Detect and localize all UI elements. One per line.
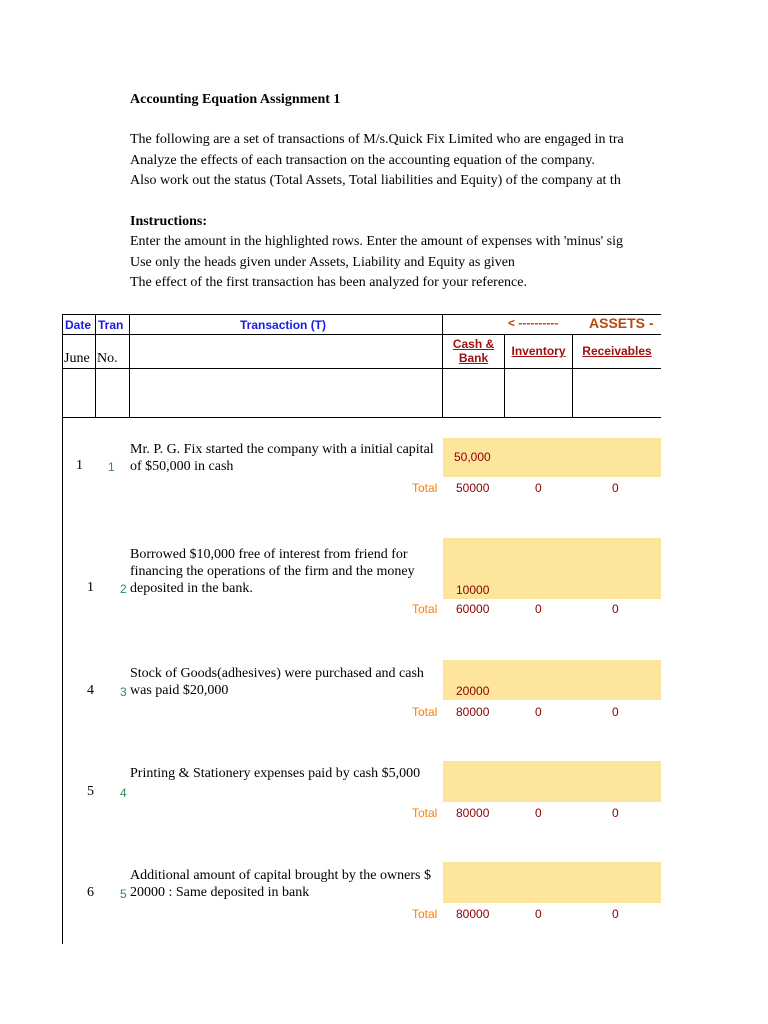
instructions-heading: Instructions: bbox=[130, 214, 208, 229]
tx3-description: Stock of Goods(adhesives) were purchased and cash was paid $20,000 bbox=[130, 666, 424, 698]
tx2-description: Borrowed $10,000 free of interest from friend for financing the operations of the firm and the money deposited in the bank. bbox=[130, 547, 415, 596]
header-cash-bank-line1: Cash & bbox=[452, 337, 495, 351]
tx1-date: 1 bbox=[76, 458, 83, 473]
tx5-description: Additional amount of capital brought by the owners $ 20000 : Same deposited in bank bbox=[130, 868, 431, 900]
tx3-total-inventory: 0 bbox=[535, 705, 542, 719]
header-cash-bank bbox=[443, 337, 504, 365]
tx1-total-receivables: 0 bbox=[612, 481, 619, 495]
tx4-total-receivables: 0 bbox=[612, 806, 619, 820]
tx2-total-inventory: 0 bbox=[535, 602, 542, 616]
header-no: No. bbox=[97, 351, 118, 366]
tx1-total-label: Total bbox=[412, 481, 438, 495]
tx2-total-label: Total bbox=[412, 602, 438, 616]
tx2-no: 2 bbox=[120, 582, 127, 596]
grid-line bbox=[442, 314, 443, 418]
tx4-total-inventory: 0 bbox=[535, 806, 542, 820]
tx5-entry-row[interactable] bbox=[443, 862, 661, 903]
header-transaction: Transaction (T) bbox=[240, 318, 327, 332]
assets-banner: ASSETS - bbox=[589, 315, 654, 331]
tx1-no: 1 bbox=[108, 460, 115, 474]
tx4-total-label: Total bbox=[412, 806, 438, 820]
tx5-no: 5 bbox=[120, 887, 127, 901]
header-receivables: Receivables bbox=[582, 344, 652, 358]
instruction-line-3: The effect of the first transaction has been analyzed for your reference. bbox=[130, 275, 527, 290]
intro-line-2: Analyze the effects of each transaction on the accounting equation of the company. bbox=[130, 153, 595, 168]
tx1-total-inventory: 0 bbox=[535, 481, 542, 495]
grid-line bbox=[62, 314, 63, 944]
tx3-no: 3 bbox=[120, 685, 127, 699]
tx3-date: 4 bbox=[87, 683, 94, 698]
tx4-total-cash: 80000 bbox=[456, 806, 490, 820]
tx2-date: 1 bbox=[87, 580, 94, 595]
tx2-total-receivables: 0 bbox=[612, 602, 619, 616]
doc-title: Accounting Equation Assignment 1 bbox=[130, 92, 341, 107]
tx4-date: 5 bbox=[87, 784, 94, 799]
header-month: June bbox=[64, 351, 90, 366]
tx3-total-label: Total bbox=[412, 705, 438, 719]
tx4-entry-row[interactable] bbox=[443, 761, 661, 802]
tx3-entry-cash[interactable]: 20000 bbox=[456, 684, 490, 698]
tx5-total-cash: 80000 bbox=[456, 907, 490, 921]
assets-banner-arrow: < ---------- bbox=[508, 316, 559, 330]
tx5-date: 6 bbox=[87, 885, 94, 900]
tx2-total-cash: 60000 bbox=[456, 602, 490, 616]
tx1-total-cash: 50000 bbox=[456, 481, 490, 495]
tx3-total-receivables: 0 bbox=[612, 705, 619, 719]
tx5-total-receivables: 0 bbox=[612, 907, 619, 921]
tx4-no: 4 bbox=[120, 786, 127, 800]
tx5-total-label: Total bbox=[412, 907, 438, 921]
instruction-line-1: Enter the amount in the highlighted rows. Enter the amount of expenses with 'minus' sig bbox=[130, 234, 624, 249]
tx2-entry-cash[interactable]: 10000 bbox=[456, 583, 490, 597]
tx1-entry-cash[interactable]: 50,000 bbox=[454, 450, 491, 464]
intro-line-1: The following are a set of transactions of M/s.Quick Fix Limited who are engaged in tra bbox=[130, 132, 624, 147]
tx5-total-inventory: 0 bbox=[535, 907, 542, 921]
header-date: Date bbox=[65, 318, 92, 332]
grid-line bbox=[129, 314, 130, 418]
tx3-total-cash: 80000 bbox=[456, 705, 490, 719]
instruction-line-2: Use only the heads given under Assets, Liability and Equity as given bbox=[130, 255, 515, 270]
grid-line bbox=[95, 314, 96, 418]
header-inventory: Inventory bbox=[511, 344, 566, 358]
tx1-description: Mr. P. G. Fix started the company with a initial capital of $50,000 in cash bbox=[130, 442, 434, 474]
tx4-description: Printing & Stationery expenses paid by cash $5,000 bbox=[130, 766, 421, 781]
header-cash-bank-line2: Bank bbox=[458, 351, 489, 365]
grid-line bbox=[62, 314, 661, 315]
header-tran: Tran bbox=[98, 318, 124, 332]
intro-line-3: Also work out the status (Total Assets, Total liabilities and Equity) of the company at th bbox=[130, 173, 621, 188]
